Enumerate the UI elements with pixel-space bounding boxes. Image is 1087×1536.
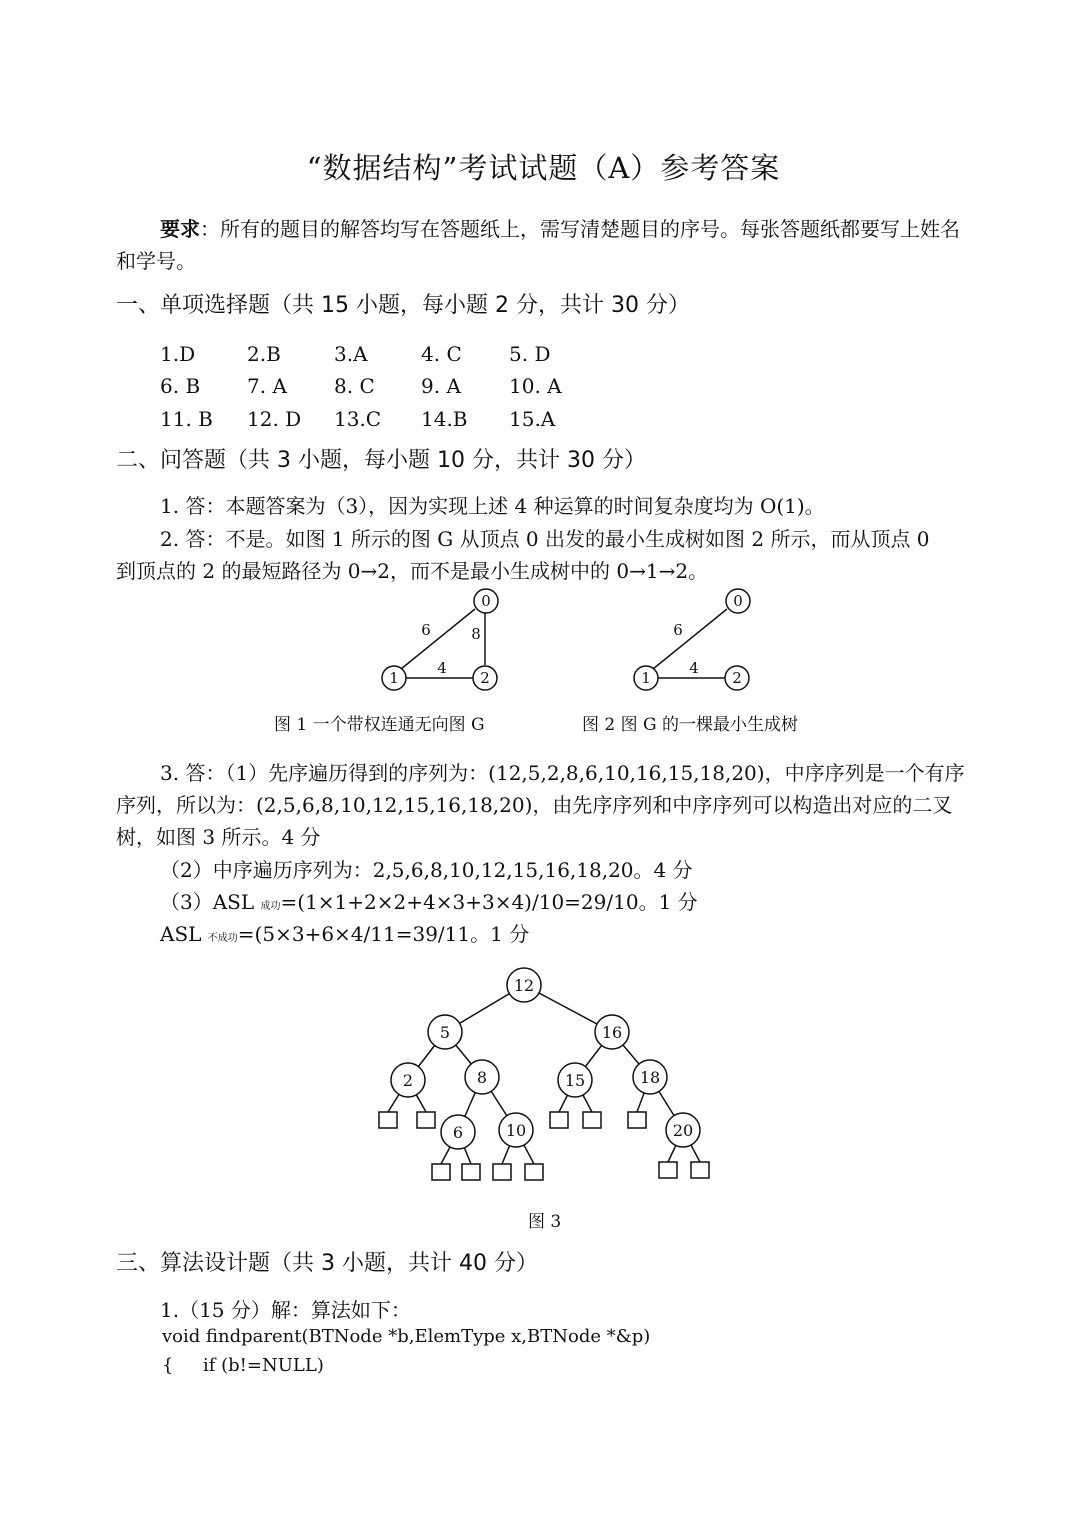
tree-node-label: 12 <box>513 976 535 995</box>
answer-9: 9. A <box>421 374 461 398</box>
edge-weight: 6 <box>421 621 431 639</box>
tree-node-label: 18 <box>639 1068 661 1087</box>
figure-3-caption: 图 3 <box>528 1212 562 1232</box>
external-node <box>379 1112 397 1128</box>
q2-3-answer-line3: 树，如图 3 所示。4 分 <box>116 825 321 849</box>
section1-heading: 一、单项选择题（共 15 小题，每小题 2 分，共计 30 分） <box>116 293 690 318</box>
answer-13: 13.C <box>334 407 382 431</box>
node-label: 1 <box>389 669 399 687</box>
q2-3-answer-line1: 3. 答：（1）先序遍历得到的序列为：(12,5,2,8,6,10,16,15,18,20)，中序序列是一个有序 <box>160 761 965 785</box>
answer-6: 6. B <box>160 374 201 398</box>
asl-label: （3）ASL <box>160 890 261 914</box>
answer-5: 5. D <box>509 342 551 366</box>
external-node <box>550 1112 568 1128</box>
requirements-paragraph <box>116 213 976 277</box>
external-node <box>691 1162 709 1178</box>
code-line-if: if (b!=NULL) <box>203 1355 324 1376</box>
asl-subscript: 成功 <box>260 901 281 912</box>
asl-label: ASL <box>160 922 208 946</box>
external-node <box>583 1112 601 1128</box>
external-node <box>525 1164 543 1180</box>
tree-node-label: 8 <box>476 1068 488 1087</box>
edge-weight: 6 <box>673 621 683 639</box>
answer-2: 2.B <box>247 342 281 366</box>
answer-14: 14.B <box>421 407 468 431</box>
node-label: 2 <box>480 669 490 687</box>
answer-7: 7. A <box>247 374 287 398</box>
asl-formula: =(5×3+6×4/11=39/11。1 分 <box>237 922 530 946</box>
answer-11: 11. B <box>160 407 213 431</box>
external-node <box>493 1164 511 1180</box>
requirements-text: ：所有的题目的解答均写在答题纸上，需写清楚题目的序号。每张答题纸都要写上姓名和学号。 <box>116 217 960 273</box>
tree-node-label: 2 <box>402 1071 414 1090</box>
q3-1-intro: 1.（15 分）解：算法如下： <box>160 1298 411 1322</box>
edge-weight: 8 <box>471 625 481 643</box>
external-node <box>417 1112 435 1128</box>
tree-node-label: 16 <box>601 1023 623 1042</box>
answer-4: 4. C <box>421 342 462 366</box>
q2-3-part2: （2）中序遍历序列为：2,5,6,8,10,12,15,16,18,20。4 分 <box>160 858 693 882</box>
code-line-signature: void findparent(BTNode *b,ElemType x,BTNode *&p) <box>162 1326 651 1347</box>
answer-10: 10. A <box>509 374 562 398</box>
asl-formula: =(1×1+2×2+4×3+3×4)/10=29/10。1 分 <box>280 890 698 914</box>
figure-3-tree <box>370 962 720 1187</box>
tree-node-label: 10 <box>505 1121 527 1140</box>
figure-2-graph <box>612 585 792 700</box>
requirements-label: 要求 <box>160 217 200 241</box>
edge-weight: 4 <box>437 659 447 677</box>
node-label: 1 <box>641 669 651 687</box>
q2-3-part4 <box>160 918 529 955</box>
figure-2-caption: 图 2 图 G 的一棵最小生成树 <box>582 715 799 735</box>
code-open-brace: { <box>162 1355 174 1376</box>
q2-1-answer: 1. 答：本题答案为（3），因为实现上述 4 种运算的时间复杂度均为 O(1)。 <box>160 494 825 518</box>
external-node <box>659 1162 677 1178</box>
figure-1-graph <box>360 585 540 700</box>
edge-weight: 4 <box>689 659 699 677</box>
tree-node-label: 15 <box>564 1071 586 1090</box>
node-label: 2 <box>732 669 742 687</box>
asl-subscript: 不成功 <box>207 933 238 944</box>
q2-2-answer-line1: 2. 答：不是。如图 1 所示的图 G 从顶点 0 出发的最小生成树如图 2 所示，而从顶点 0 <box>160 527 930 551</box>
answer-15: 15.A <box>509 407 556 431</box>
answer-8: 8. C <box>334 374 375 398</box>
external-node <box>462 1164 480 1180</box>
tree-node-label: 20 <box>672 1121 694 1140</box>
section3-heading: 三、算法设计题（共 3 小题，共计 40 分） <box>116 1251 538 1276</box>
answer-12: 12. D <box>247 407 302 431</box>
external-node <box>628 1112 646 1128</box>
q2-3-answer-line2: 序列，所以为：(2,5,6,8,10,12,15,16,18,20)，由先序序列和中序序列可以构造出对应的二叉 <box>116 793 953 817</box>
q2-2-answer-line2: 到顶点的 2 的最短路径为 0→2，而不是最小生成树中的 0→1→2。 <box>116 559 709 583</box>
section2-heading: 二、问答题（共 3 小题，每小题 10 分，共计 30 分） <box>116 448 646 473</box>
tree-node-label: 5 <box>439 1023 451 1042</box>
external-node <box>432 1164 450 1180</box>
node-label: 0 <box>481 592 491 610</box>
page-title: “数据结构”考试试题（A）参考答案 <box>306 151 781 185</box>
tree-node-label: 6 <box>452 1123 464 1142</box>
node-label: 0 <box>733 592 743 610</box>
figure-1-caption: 图 1 一个带权连通无向图 G <box>274 715 485 735</box>
answer-3: 3.A <box>334 342 368 366</box>
answer-1: 1.D <box>160 342 196 366</box>
